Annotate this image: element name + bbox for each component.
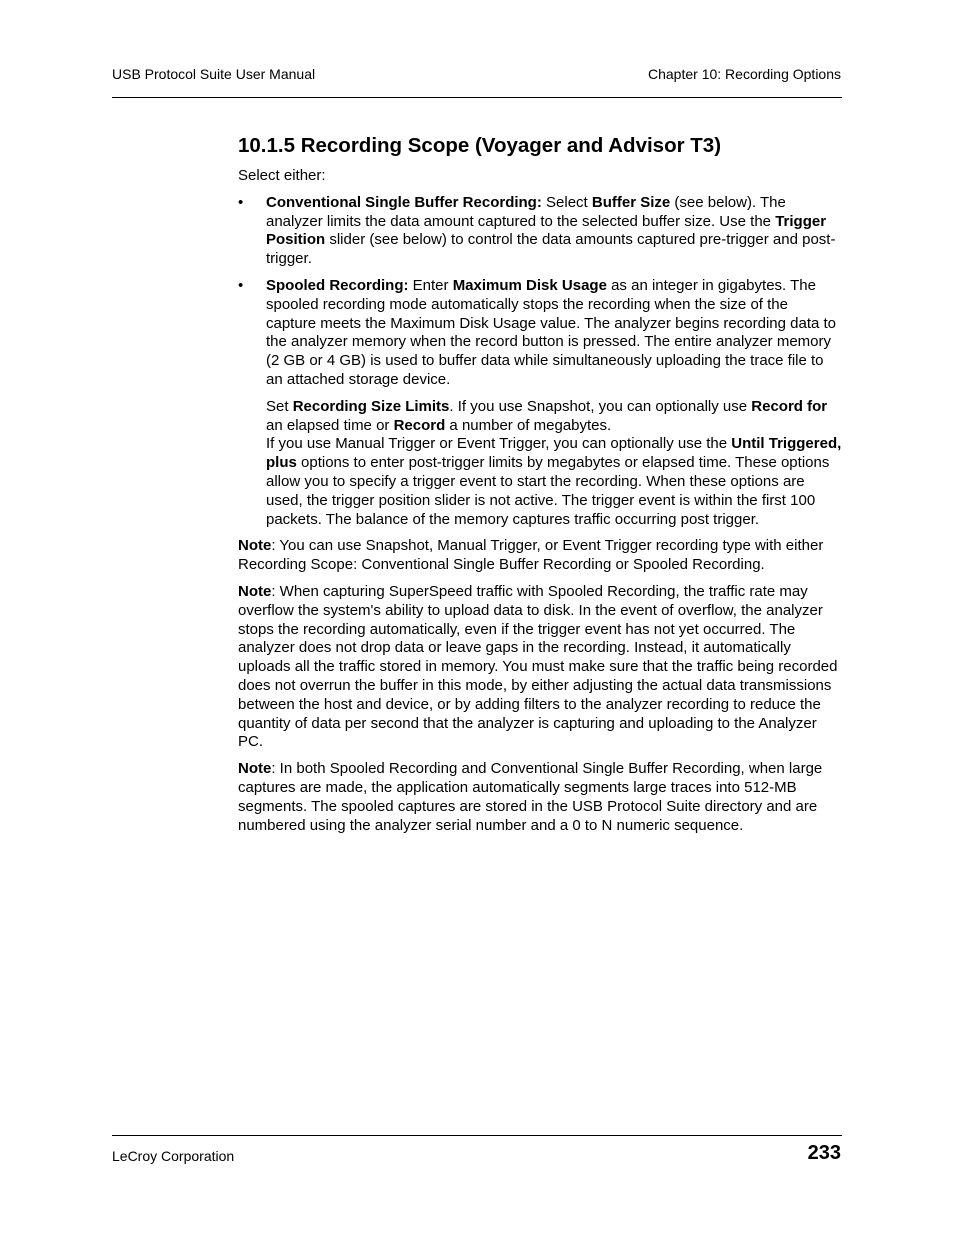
note-recording-type: Note: You can use Snapshot, Manual Trigger, or Event Trigger recording type with either Recording Scope: Conventional Single Buffer Recording or Spooled Recording. [238, 537, 824, 574]
bullet-marker: • [238, 193, 244, 211]
section-heading: 10.1.5 Recording Scope (Voyager and Advisor T3) [238, 134, 722, 157]
bullet-spooled-recording: • Spooled Recording: Enter Maximum Disk Usage as an integer in gigabytes. The spooled recording mode automatically stops the recording when the size of the capture meets the Maximum Disk Usage value. The analyzer begins recording data to the analyzer memory when the record button is pressed. The entire analyzer memory (2 GB or 4 GB) is used to buffer data while simultaneously uploading the trace file to an attached storage device. [238, 276, 837, 388]
until-triggered-paragraph: If you use Manual Trigger or Event Trigger, you can optionally use the Until Triggered, plus options to enter post-trigger limits by megabytes or elapsed time. These options allow you to specify a trigger event to start the recording. When these options are used, the trigger position slider is not active. The trigger event is within the first 100 packets. The balance of the memory captures traffic occurring post trigger. [266, 435, 842, 528]
bullet-marker: • [238, 276, 244, 294]
header-rule [112, 97, 842, 98]
footer-rule [112, 1135, 842, 1136]
note-segmentation: Note: In both Spooled Recording and Conventional Single Buffer Recording, when large captures are made, the application automatically segments large traces into 512-MB segments. The spooled captures are stored in the USB Protocol Suite directory and are numbered using the analyzer serial number and a 0 to N numeric sequence. [238, 760, 823, 834]
recording-size-limits-block [238, 398, 842, 530]
note-superspeed-overflow: Note: When capturing SuperSpeed traffic with Spooled Recording, the traffic rate may overflow the system's ability to upload data to disk. In the event of overflow, the analyzer stops the recording automatically, even if the trigger event has not yet occurred. The analyzer does not drop data or leave gaps in the recording. Instead, it automatically uploads all the traffic stored in memory. You must make sure that the traffic being recorded does not overrun the buffer in this mode, by either adjusting the actual data transmissions between the host and device, or by adding filters to the analyzer recording to reduce the quantity of data per second that the analyzer is capturing and uploading to the Analyzer PC. [238, 582, 838, 751]
running-header-chapter: Chapter 10: Recording Options [648, 66, 841, 82]
recording-size-limits-paragraph: Set Recording Size Limits. If you use Snapshot, you can optionally use Record for an elapsed time or Record a number of megabytes. [266, 397, 828, 434]
page-content [238, 134, 842, 843]
page-number: 233 [807, 1142, 841, 1164]
footer-company: LeCroy Corporation [112, 1148, 235, 1164]
intro-text: Select either: [238, 167, 326, 184]
bullet-conventional-recording: • Conventional Single Buffer Recording: Select Buffer Size (see below). The analyzer limits the data amount captured to the selected buffer size. Use the Trigger Position slider (see below) to control the data amounts captured pre-trigger and post-trigger. [238, 193, 836, 268]
running-header-title: USB Protocol Suite User Manual [112, 66, 316, 82]
